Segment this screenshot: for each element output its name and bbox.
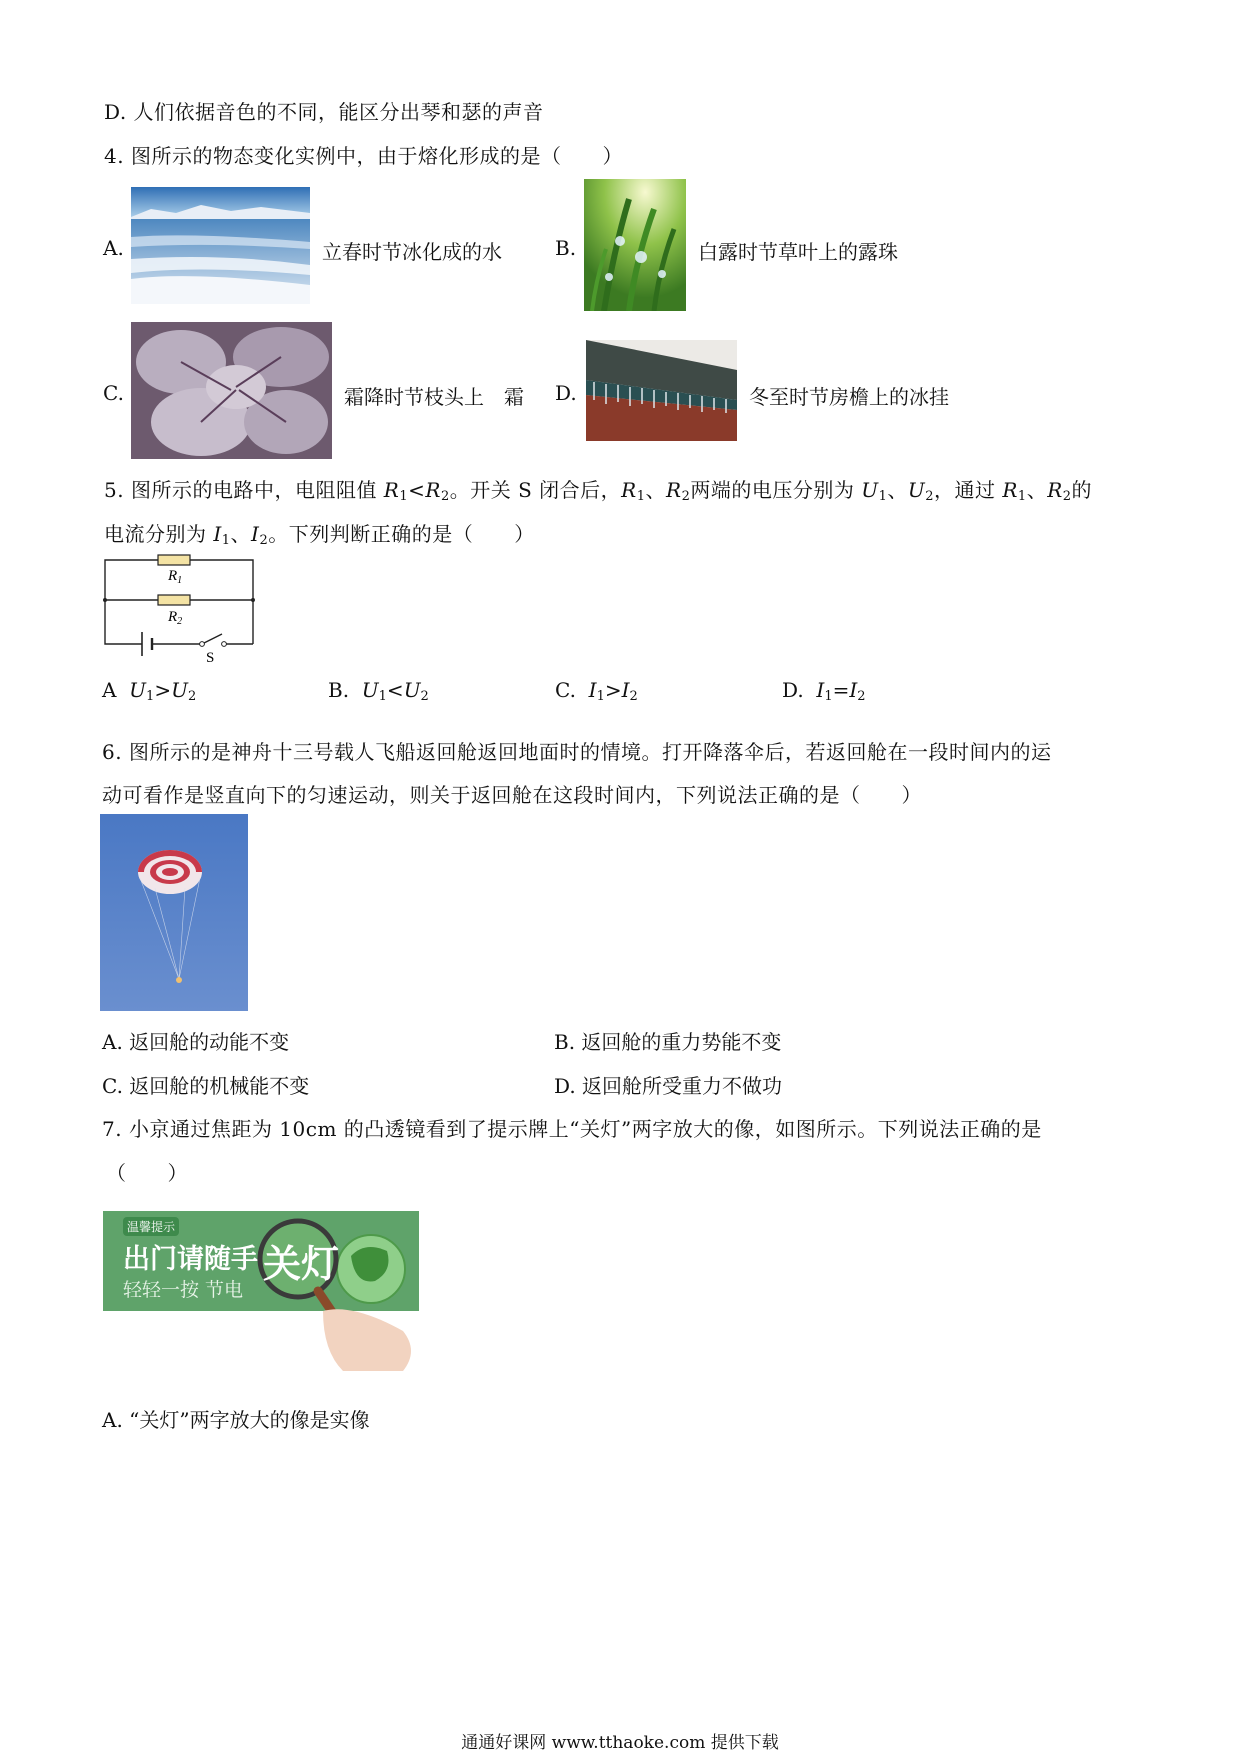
q6-option-c: C. 返回舱的机械能不变 (102, 1074, 310, 1098)
parachute-capsule-image (100, 814, 248, 1011)
q4-d-text: 冬至时节房檐上的冰挂 (749, 385, 949, 409)
q7-option-a: A. “关灯”两字放大的像是实像 (102, 1408, 370, 1432)
q5-option-a: A $U_1>U_2$ (102, 678, 197, 704)
q6-option-d: D. 返回舱所受重力不做功 (554, 1074, 783, 1098)
q7-stem-line2: （ ） (106, 1161, 188, 1185)
q6-option-b: B. 返回舱的重力势能不变 (554, 1030, 782, 1054)
ice-lake-image (131, 187, 310, 304)
q5-option-c: C. $I_1>I_2$ (555, 678, 638, 704)
r2-label: $R_2$ (168, 609, 183, 627)
q3-option-d: D. 人们依据音色的不同，能区分出琴和瑟的声音 (104, 100, 544, 124)
q5-stem-line1: 5. 图所示的电路中，电阻阻值 $R_1<R_2$。开关 S 闭合后，$R_1$、$R_2$两端的电压分别为 $U_1$、$U_2$，通过 $R_1$、$R_2$的 (104, 478, 1093, 504)
r1-label: $R_1$ (168, 568, 183, 586)
parallel-circuit-diagram (96, 548, 266, 675)
sign-line1: 出门请随手 (123, 1244, 258, 1275)
icicle-eaves-image (586, 340, 737, 441)
q4-a-letter: A. (103, 236, 124, 260)
resistor-r2 (158, 595, 190, 605)
sign-tag: 温馨提示 (123, 1217, 179, 1236)
resistor-r1 (158, 555, 190, 565)
switch-label: S (206, 650, 215, 666)
q4-b-letter: B. (555, 236, 577, 260)
q4-c-letter: C. (103, 381, 124, 405)
q4-d-letter: D. (555, 381, 577, 405)
page-footer: 通通好课网 www.tthaoke.com 提供下载 (461, 1733, 779, 1753)
sign-line2: 轻轻一按 节电 (123, 1279, 244, 1301)
dewdrop-grass-image (584, 179, 686, 311)
q5-option-d: D. $I_1=I_2$ (782, 678, 866, 704)
sign-magnified-text: 关灯 (263, 1242, 340, 1286)
q4-c-text: 霜降时节枝头上 霜 (344, 385, 524, 409)
q6-stem-line1: 6. 图所示的是神舟十三号载人飞船返回舱返回地面时的情境。打开降落伞后，若返回舱在一段时间内的运 (102, 740, 1052, 764)
q6-option-a: A. 返回舱的动能不变 (102, 1030, 290, 1054)
q6-stem-line2: 动可看作是竖直向下的匀速运动，则关于返回舱在这段时间内，下列说法正确的是（ ） (102, 783, 922, 807)
q4-a-text: 立春时节冰化成的水 (322, 240, 502, 264)
magnifier-sign-image (103, 1211, 419, 1375)
q5-stem-line2: 电流分别为 $I_1$、$I_2$。下列判断正确的是（ ） (104, 522, 535, 548)
q5-option-b: B. $U_1<U_2$ (328, 678, 429, 704)
q7-stem-line1: 7. 小京通过焦距为 10cm 的凸透镜看到了提示牌上“关灯”两字放大的像，如图所示。下列说法正确的是 (102, 1117, 1042, 1141)
q4-b-text: 白露时节草叶上的露珠 (698, 240, 898, 264)
q4-stem: 4. 图所示的物态变化实例中，由于熔化形成的是（ ） (104, 144, 623, 168)
frost-leaves-image (131, 322, 332, 459)
